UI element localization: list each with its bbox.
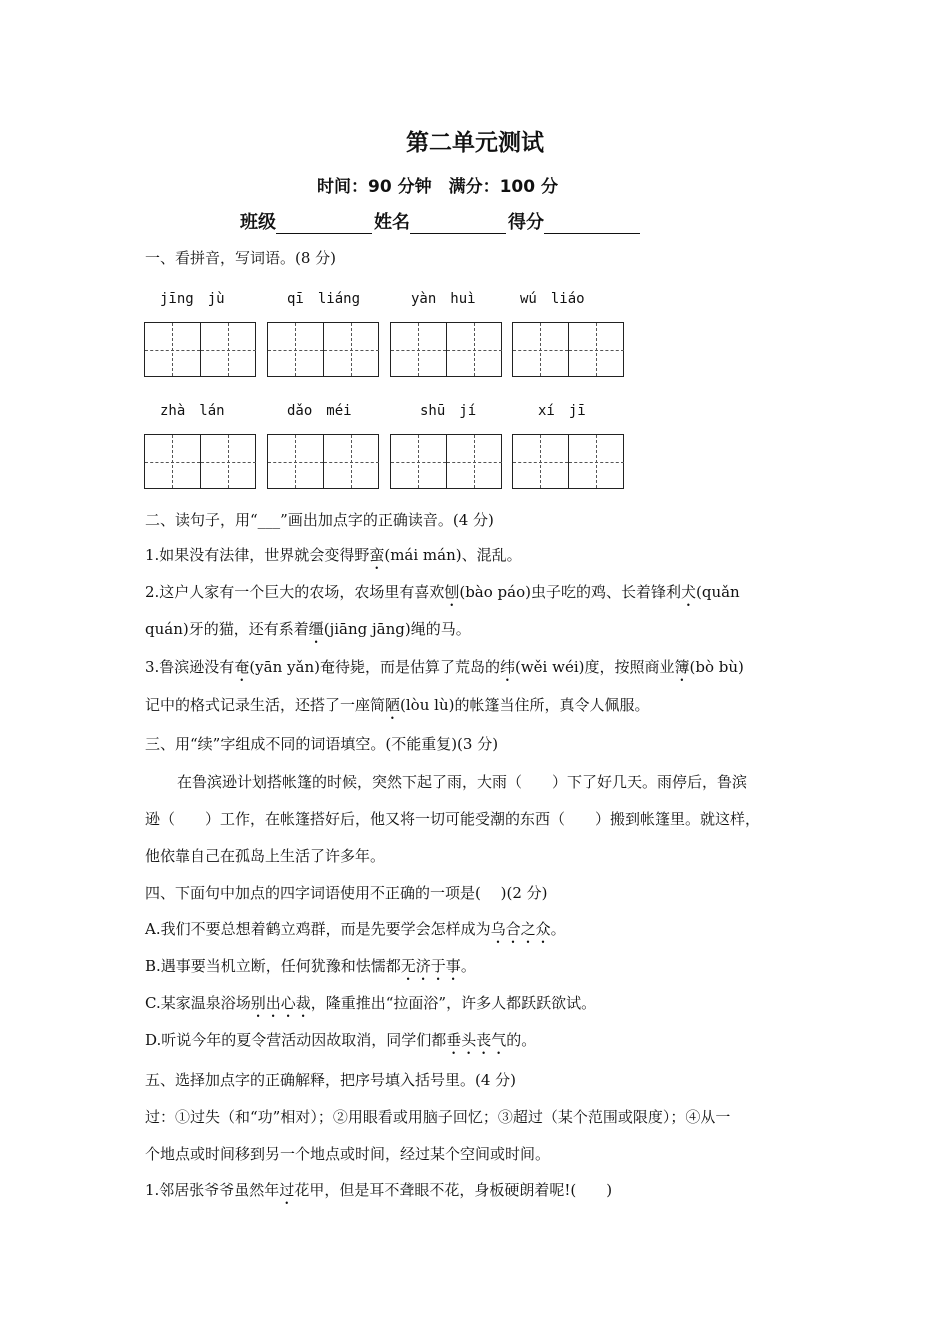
- exam-time-score: 时间：90 分钟 满分：100 分: [317, 177, 558, 197]
- section4-heading: 四、下面句中加点的四字词语使用不正确的一项是( )(2 分): [145, 884, 548, 902]
- dotted-char: 陋: [385, 696, 401, 714]
- section3-paragraph-line1: 在鲁滨逊计划搭帐篷的时候，突然下起了雨，大雨（ ）下了好几天。雨停后，鲁滨: [177, 773, 748, 791]
- section4-option-d: D.听说今年的夏令营活动因故取消，同学们都垂头丧气的。: [145, 1031, 537, 1049]
- writing-box-1[interactable]: [144, 322, 256, 377]
- dotted-char: 过: [279, 1181, 295, 1199]
- dotted-idiom: 无济于事: [400, 957, 461, 975]
- page-title: 第二单元测试: [406, 130, 544, 156]
- section3-heading: 三、用“续”字组成不同的词语填空。(不能重复)(3 分): [145, 735, 499, 753]
- writing-box-2[interactable]: [267, 322, 379, 377]
- dotted-idiom: 垂头丧气: [446, 1031, 507, 1049]
- class-blank[interactable]: [276, 213, 372, 234]
- dotted-idiom: 乌合之众: [490, 920, 551, 938]
- section2-q2-line2: quán)牙的猫，还有系着缰(jiāng jāng)绳的马。: [145, 620, 471, 638]
- section4-option-b: B.遇事要当机立断，任何犹豫和怯懦都无济于事。: [145, 957, 476, 975]
- student-info-line: [240, 208, 642, 234]
- class-label: 班级: [240, 212, 276, 233]
- section5-definition-line2: 个地点或时间移到另一个地点或时间，经过某个空间或时间。: [145, 1145, 551, 1163]
- section2-q1: 1.如果没有法律，世界就会变得野蛮(mái mán)、混乱。: [145, 546, 522, 564]
- section5-q1: 1.邻居张爷爷虽然年过花甲，但是耳不聋眼不花，身板硬朗着呢!( ): [145, 1181, 613, 1199]
- writing-box-5[interactable]: [144, 434, 256, 489]
- section5-heading: 五、选择加点字的正确解释，把序号填入括号里。(4 分): [145, 1071, 517, 1089]
- section5-definition-line1: 过：①过失（和“功”相对）；②用眼看或用脑子回忆；③超过（某个范围或限度）；④从一: [145, 1108, 731, 1126]
- writing-box-6[interactable]: [267, 434, 379, 489]
- pinyin-4: wú liáo: [520, 291, 585, 307]
- pinyin-8: xí jī: [538, 403, 586, 419]
- pinyin-3: yàn huì: [411, 291, 476, 307]
- dotted-char: 簿: [674, 658, 690, 676]
- name-label: 姓名: [374, 212, 410, 233]
- writing-box-3[interactable]: [390, 322, 502, 377]
- score-blank[interactable]: [544, 213, 640, 234]
- name-blank[interactable]: [410, 213, 506, 234]
- section3-paragraph-line2: 逊（ ）工作，在帐篷搭好后，他又将一切可能受潮的东西（ ）搬到帐篷里。就这样，: [145, 810, 761, 828]
- section1-heading: 一、看拼音，写词语。(8 分): [145, 249, 337, 267]
- dotted-char: 蛮: [369, 546, 385, 564]
- section2-q3-line1: 3.鲁滨逊没有奄(yān yǎn)奄待毙，而是估算了荒岛的纬(wěi wéi)度，按照商业簿(bò bù): [145, 658, 744, 676]
- dotted-idiom: 别出心裁: [250, 994, 311, 1012]
- pinyin-7: shū jí: [420, 403, 477, 419]
- writing-box-4[interactable]: [512, 322, 624, 377]
- section2-q3-line2: 记中的格式记录生活，还搭了一座简陋(lòu lù)的帐篷当住所，真令人佩服。: [145, 696, 650, 714]
- section4-option-a: A.我们不要总想着鹤立鸡群，而是先要学会怎样成为乌合之众。: [145, 920, 566, 938]
- dotted-char: 刨: [444, 583, 460, 601]
- writing-box-7[interactable]: [390, 434, 502, 489]
- section3-paragraph-line3: 他依靠自己在孤岛上生活了许多年。: [145, 847, 386, 865]
- dotted-char: 纬: [499, 658, 515, 676]
- pinyin-1: jīng jù: [160, 291, 225, 307]
- dotted-char: 奄: [234, 658, 250, 676]
- score-label: 得分: [508, 212, 544, 233]
- pinyin-2: qī liáng: [287, 291, 361, 307]
- pinyin-6: dǎo méi: [287, 403, 352, 419]
- section2-q2-line1: 2.这户人家有一个巨大的农场，农场里有喜欢刨(bào páo)虫子吃的鸡、长着锋利犬(quǎn: [145, 583, 740, 601]
- pinyin-5: zhà lán: [160, 403, 225, 419]
- writing-box-8[interactable]: [512, 434, 624, 489]
- dotted-char: 缰: [308, 620, 324, 638]
- section4-option-c: C.某家温泉浴场别出心裁，隆重推出“拉面浴”，许多人都跃跃欲试。: [145, 994, 597, 1012]
- section2-heading: 二、读句子，用“___”画出加点字的正确读音。(4 分): [145, 511, 494, 529]
- dotted-char: 犬: [680, 583, 696, 601]
